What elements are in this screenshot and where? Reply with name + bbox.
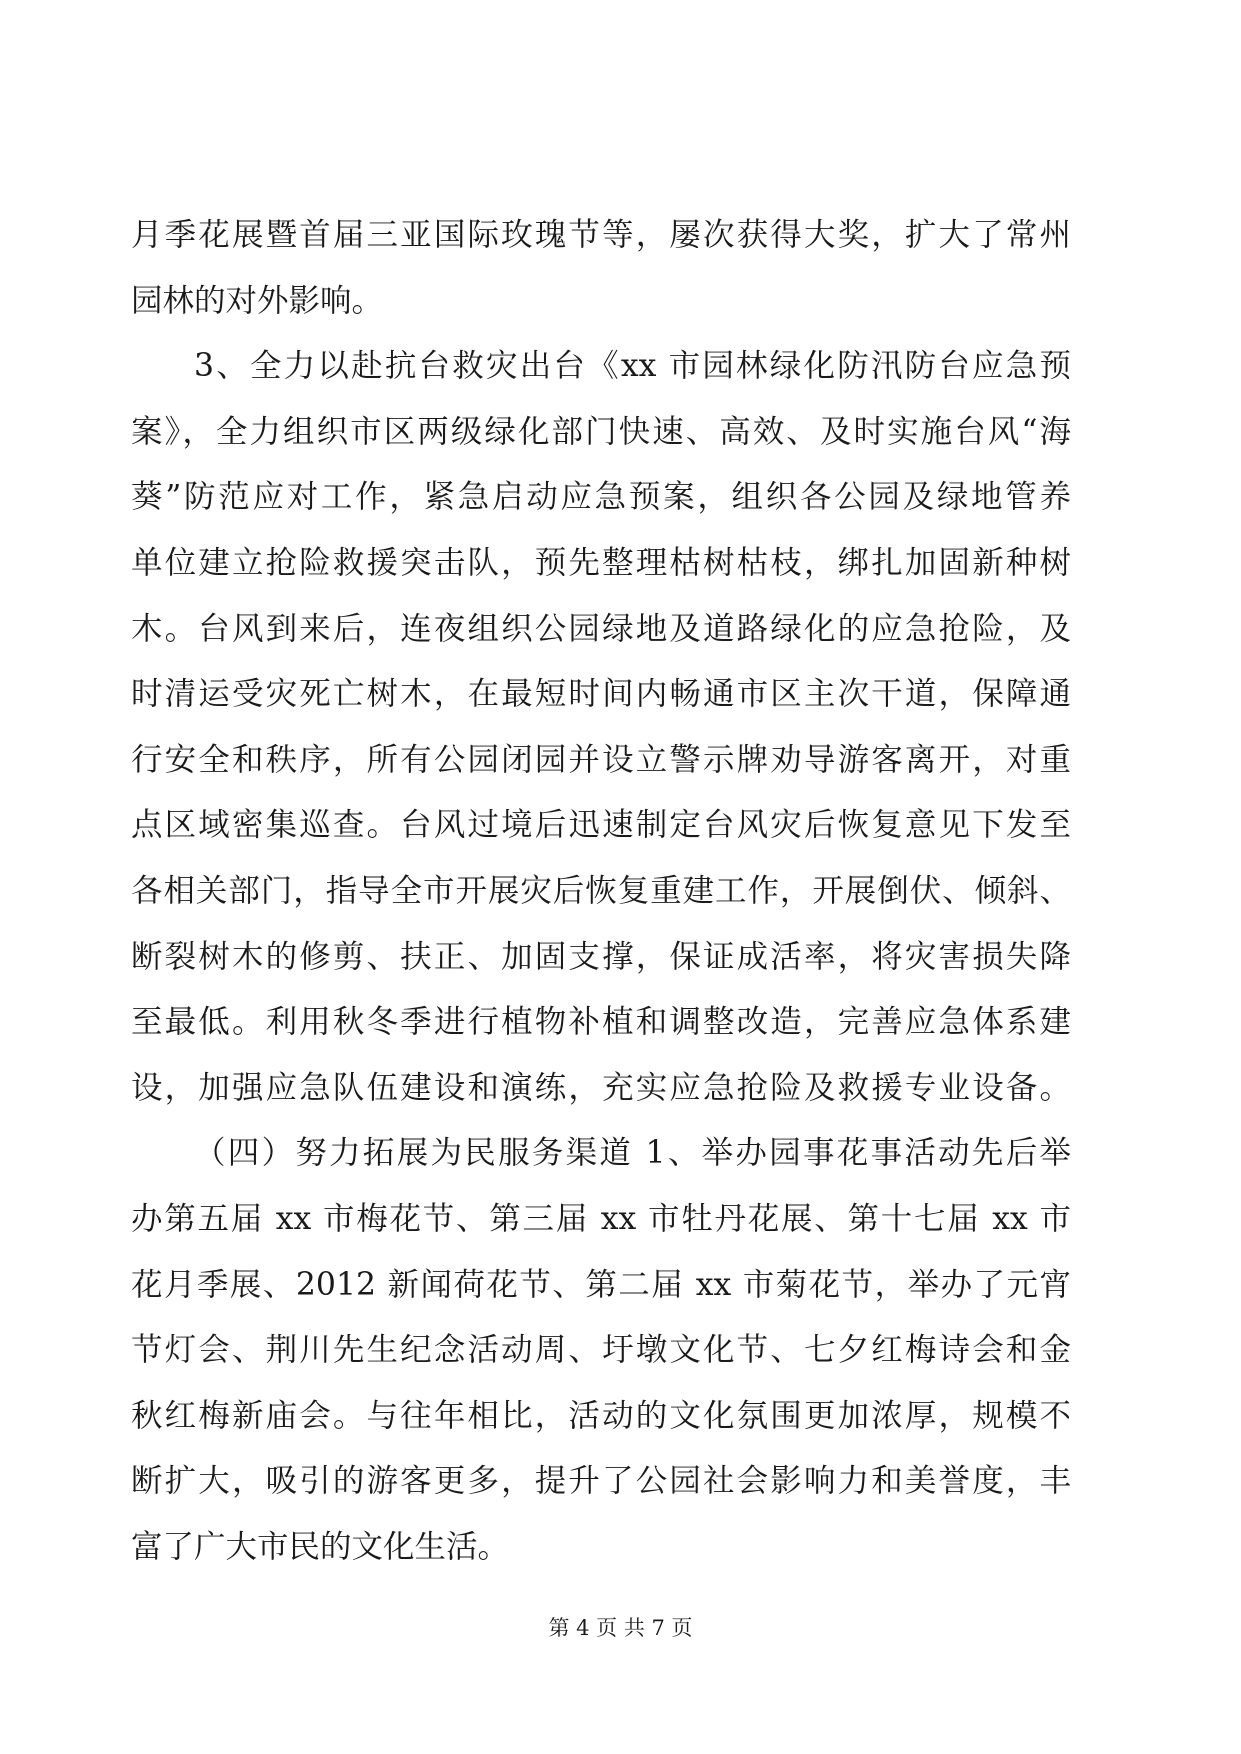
- document-body: [131, 203, 1071, 1580]
- text-line: 断扩大，吸引的游客更多，提升了公园社会影响力和美誉度，丰: [131, 1463, 1071, 1500]
- text-line: 各相关部门，指导全市开展灾后恢复重建工作，开展倒伏、倾斜、: [131, 872, 1071, 909]
- text-line: 木。台风到来后，连夜组织公园绿地及道路绿化的应急抢险，及: [131, 610, 1071, 647]
- text-line: 行安全和秩序，所有公园闭园并设立警示牌劝导游客离开，对重: [131, 741, 1071, 778]
- paragraph-start-line: 3、全力以赴抗台救灾出台《xx 市园林绿化防汛防台应急预: [194, 348, 1071, 385]
- paragraph-start-line: （四）努力拓展为民服务渠道 1、举办园事花事活动先后举: [194, 1135, 1071, 1172]
- text-line: 节灯会、荆川先生纪念活动周、圩墩文化节、七夕红梅诗会和金: [131, 1332, 1071, 1369]
- text-line: 园林的对外影响。: [131, 282, 384, 319]
- text-line: 花月季展、2012 新闻荷花节、第二届 xx 市菊花节，举办了元宵: [131, 1266, 1071, 1303]
- text-line: 时清运受灾死亡树木，在最短时间内畅通市区主次干道，保障通: [131, 676, 1071, 713]
- text-line: 办第五届 xx 市梅花节、第三届 xx 市牡丹花展、第十七届 xx 市: [131, 1200, 1071, 1237]
- page-number-footer: 第 4 页 共 7 页: [548, 1616, 693, 1640]
- text-line: 断裂树木的修剪、扶正、加固支撑，保证成活率，将灾害损失降: [131, 938, 1071, 975]
- text-line: 富了广大市民的文化生活。: [131, 1528, 510, 1565]
- text-line: 设，加强应急队伍建设和演练，充实应急抢险及救援专业设备。: [131, 1069, 1071, 1106]
- text-line: 葵”防范应对工作，紧急启动应急预案，组织各公园及绿地管养: [131, 479, 1071, 516]
- text-line: 至最低。利用秋冬季进行植物补植和调整改造，完善应急体系建: [131, 1004, 1071, 1041]
- text-line: 点区域密集巡查。台风过境后迅速制定台风灾后恢复意见下发至: [131, 807, 1071, 844]
- text-line: 单位建立抢险救援突击队，预先整理枯树枯枝，绑扎加固新种树: [131, 544, 1071, 581]
- text-line: 秋红梅新庙会。与往年相比，活动的文化氛围更加浓厚，规模不: [131, 1397, 1071, 1434]
- text-line: 月季花展暨首届三亚国际玫瑰节等，屡次获得大奖，扩大了常州: [131, 217, 1071, 253]
- text-line: 案》，全力组织市区两级绿化部门快速、高效、及时实施台风“海: [131, 413, 1071, 450]
